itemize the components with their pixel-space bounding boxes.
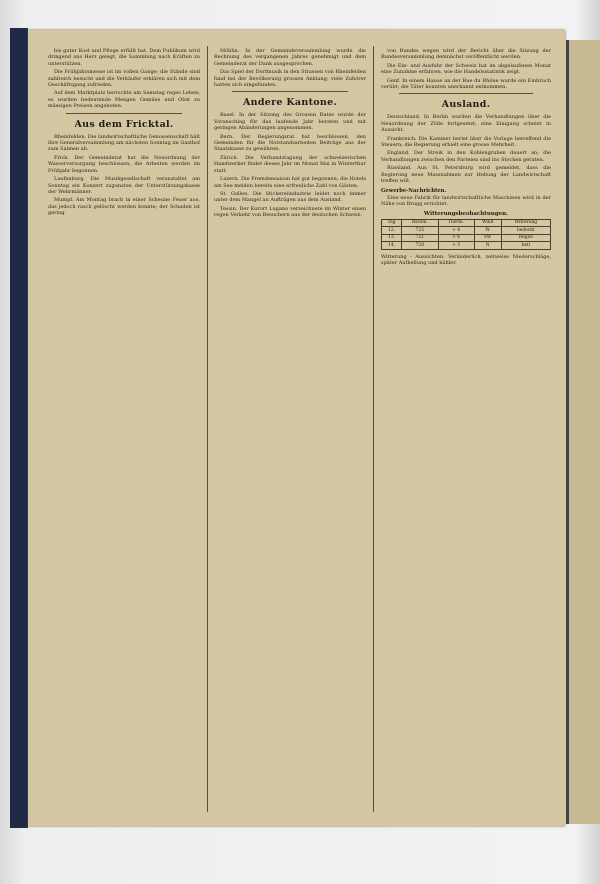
table-cell: hell	[501, 242, 550, 250]
paragraph: Die Ein- und Ausfuhr der Schweiz hat im abgelaufenen Monat eine Zunahme erfahren, wie die Handelsstatistik zeigt.	[381, 62, 551, 76]
table-cell: W	[474, 227, 501, 235]
weather-table	[381, 219, 551, 250]
column-3	[381, 48, 551, 812]
table-cell: Regen	[501, 234, 550, 242]
adjacent-page-edge	[566, 40, 600, 824]
table-cell: 13.	[382, 234, 402, 242]
paragraph: Deutschland. In Berlin wurden die Verhandlungen über die Neuordnung der Zölle fortgesetzt; eine Einigung scheint in Aussicht.	[381, 114, 551, 134]
paragraph: Frick. Der Gemeinderat hat die Neuordnung der Wasserversorgung beschlossen; die Arbeiten werden im Frühjahr begonnen.	[48, 154, 200, 174]
table-header-row	[382, 219, 551, 227]
column-rule	[373, 46, 374, 812]
paragraph: Genf. In einem Hause an der Rue du Rhône wurde ein Einbruch verübt; die Täter konnten unerkannt entkommen.	[381, 77, 551, 91]
table-header-cell: Therm.	[438, 219, 474, 227]
table-cell: N	[474, 242, 501, 250]
paragraph: Die Frühjahrsmesse ist im vollen Gange; die Stände sind zahlreich besucht und die Verkäufer erklären sich mit dem Geschäftsgang zufrieden.	[48, 69, 200, 89]
table-cell: 728	[402, 242, 438, 250]
table-header-cell: Tag	[382, 219, 402, 227]
paragraph: Zürich. Die Verbandstagung der schweizerischen Handwerker findet dieses Jahr im Monat Mai in Winterthur statt.	[214, 154, 366, 174]
paragraph: Bern. Der Regierungsrat hat beschlossen, den Gemeinden für die Notstandsarbeiten Beiträge aus der Staatskasse zu gewähren.	[214, 133, 366, 153]
table-cell: + 6	[438, 234, 474, 242]
table-cell: SW	[474, 234, 501, 242]
table-cell: + 4	[438, 227, 474, 235]
paragraph: Möhlin. In der Gemeindeversammlung wurde die Rechnung des vergangenen Jahres genehmigt und dem Gemeinderat der Dank ausgesprochen.	[214, 48, 366, 67]
paragraph: von Bundes wegen wird der Bericht über die Sitzung der Bundesversammlung demnächst veröffentlicht werden.	[381, 48, 551, 61]
paragraph: Auf dem Marktplatz herrschte am Samstag reges Leben; es wurden bedeutende Mengen Gemüse und Obst zu mässigen Preisen angeboten.	[48, 90, 200, 110]
paragraph: St. Gallen. Die Stickereiindustrie leidet noch immer unter dem Mangel an Aufträgen aus dem Ausland.	[214, 190, 366, 204]
paragraph: Laufenburg. Die Musikgesellschaft veranstaltet am Sonntag ein Konzert zugunsten der Unterstützungskasse der Wehrmänner.	[48, 176, 200, 195]
separator	[66, 113, 182, 114]
paragraph: bis guter Kost und Pflege erfüllt hat. Dem Publikum wird dringend ans Herz gelegt, die Sammlung nach Kräften zu unterstützen.	[48, 48, 200, 67]
column-2	[214, 48, 366, 812]
paragraph: Basel. In der Sitzung des Grossen Rates wurde der Voranschlag für das laufende Jahr beraten und mit geringen Abänderungen angenommen.	[214, 112, 366, 132]
table-header-cell: Wind	[474, 219, 501, 227]
separator	[399, 93, 533, 94]
newspaper-page	[28, 30, 565, 826]
table-cell: 721	[402, 234, 438, 242]
book-spine	[10, 28, 28, 828]
paragraph: Mumpf. Am Montag brach in einer Scheune Feuer aus, das jedoch rasch gelöscht werden konnte; der Schaden ist gering.	[48, 197, 200, 217]
section-heading-fricktal: Aus dem Fricktal.	[74, 118, 174, 130]
paragraph: Eine neue Fabrik für landwirtschaftliche Maschinen wird in der Nähe von Brugg errichtet.	[381, 194, 551, 208]
paragraph: England. Der Streik in den Kohlengruben dauert an; die Verhandlungen zwischen den Parteien sind ins Stocken geraten.	[381, 150, 551, 163]
section-heading-ausland: Ausland.	[441, 99, 491, 111]
weather-table-title: Witterungsbeobachtungen.	[423, 210, 509, 217]
paragraph: Tessin. Der Kurort Lugano verzeichnete im Winter einen regen Verkehr von Besuchern aus der deutschen Schweiz.	[214, 205, 366, 219]
paragraph: Russland. Aus St. Petersburg wird gemeldet, dass die Regierung neue Massnahmen zur Hebung der Landwirtschaft treffen will.	[381, 165, 551, 185]
table-row	[382, 227, 551, 235]
table-header-cell: Witterung	[501, 219, 550, 227]
section-heading-andere-kantone: Andere Kantone.	[242, 97, 338, 109]
paragraph: Luzern. Die Fremdensaison hat gut begonnen; die Hotels am See melden bereits eine erfreuliche Zahl von Gästen.	[214, 176, 366, 189]
table-cell: bedeckt	[501, 227, 550, 235]
table-cell: + 3	[438, 242, 474, 250]
table-cell: 14.	[382, 242, 402, 250]
table-cell: 725	[402, 227, 438, 235]
table-cell: 12.	[382, 227, 402, 235]
paragraph: Rheinfelden. Die landwirtschaftliche Genossenschaft hält ihre Generalversammlung am nächsten Sonntag im Gasthof zum Salmen ab.	[48, 133, 200, 153]
table-row	[382, 242, 551, 250]
paragraph: Frankreich. Die Kammer beriet über die Vorlage betreffend die Steuern; die Regierung erhielt eine grosse Mehrheit.	[381, 135, 551, 149]
column-1	[48, 48, 200, 812]
subheading: Gewerbe-Nachrichten.	[381, 187, 447, 194]
column-rule	[207, 46, 208, 812]
table-header-cell: Barom.	[402, 219, 438, 227]
table-row	[382, 234, 551, 242]
weather-outlook: Witterung - Aussichten. Veränderlich, zeitweise Niederschläge, später Aufhellung und kühler.	[381, 253, 551, 267]
paragraph: Das Spiel der Dorfmusik in den Strassen von Rheinfelden fand bei der Bevölkerung grossen Anklang; viele Zuhörer hatten sich eingefunden.	[214, 69, 366, 89]
separator	[232, 91, 348, 92]
